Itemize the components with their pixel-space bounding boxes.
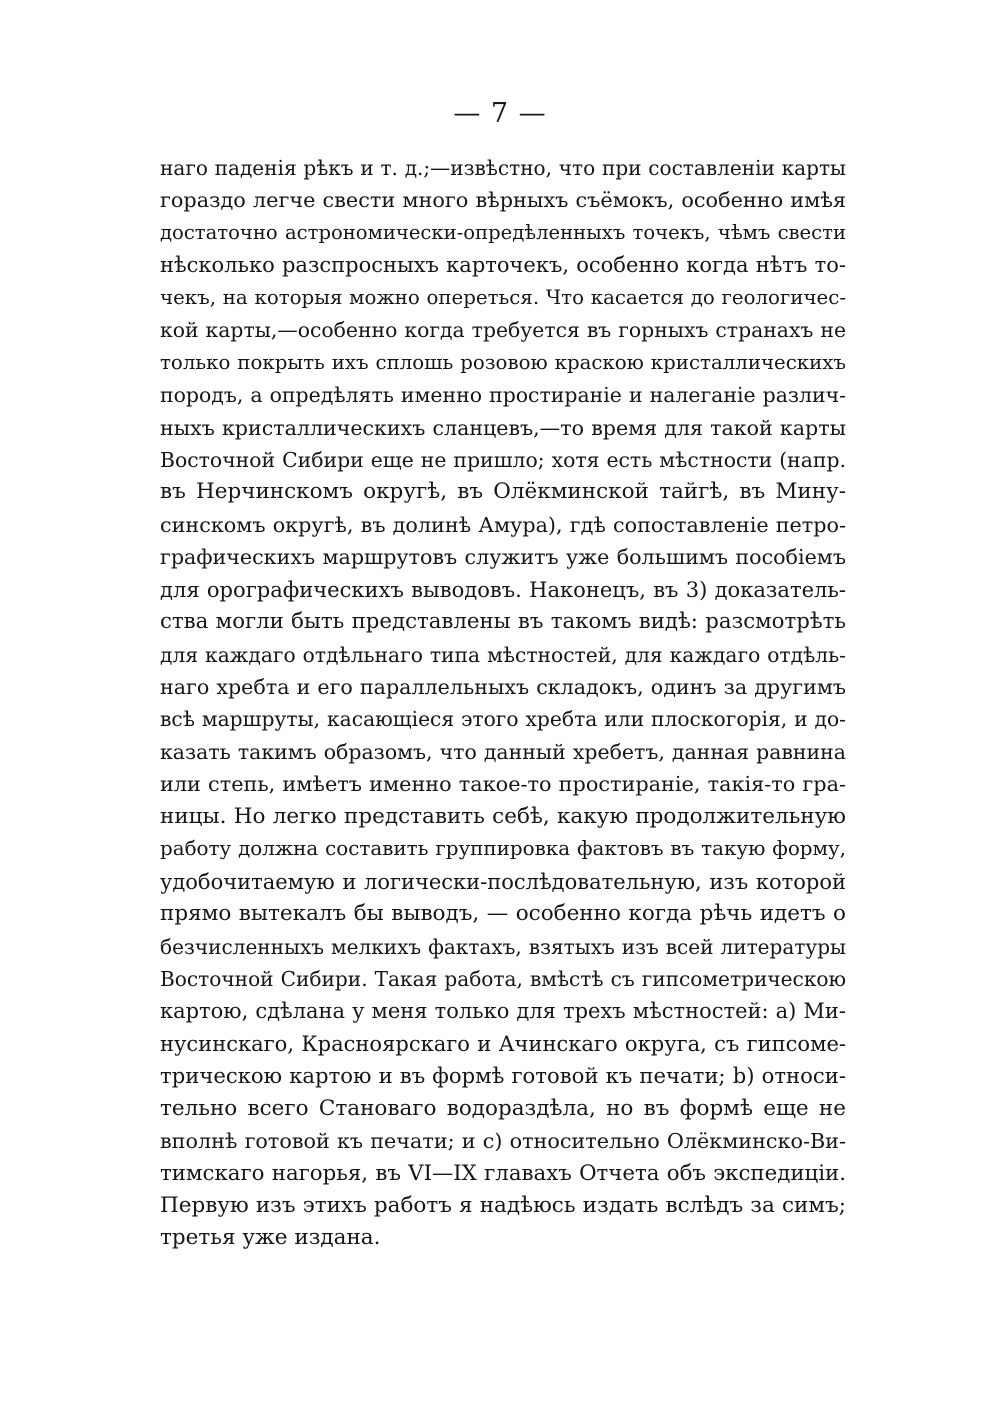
text-line: синскомъ округѣ, въ долинѣ Амура), гдѣ сопоставленіе петро- bbox=[160, 512, 846, 537]
text-line: для каждаго отдѣльнаго типа мѣстностей, для каждаго отдѣль- bbox=[160, 642, 846, 667]
body-text bbox=[160, 152, 846, 1255]
text-line: тельно всего Становаго водораздѣла, но въ формѣ еще не bbox=[160, 1095, 846, 1121]
text-line: вполнѣ готовой къ печати; и c) относительно Олёкминско-Ви- bbox=[160, 1129, 846, 1154]
text-line: наго хребта и его параллельныхъ складокъ, одинъ за другимъ bbox=[160, 675, 846, 699]
text-line: ныхъ кристаллическихъ сланцевъ,—то время для такой карты bbox=[160, 415, 846, 440]
text-line: картою, сдѣлана у меня только для трехъ мѣстностей: a) Ми- bbox=[160, 999, 846, 1024]
text-line: ства могли быть представлены въ такомъ видѣ: разсмотрѣть bbox=[160, 609, 846, 635]
text-line: безчисленныхъ мелкихъ фактахъ, взятыхъ изъ всей литературы bbox=[160, 934, 846, 959]
text-line: только покрыть ихъ сплошь розовою краскою кристаллическихъ bbox=[160, 350, 846, 374]
text-line: прямо вытекалъ бы выводъ, — особенно когда рѣчь идетъ о bbox=[160, 901, 846, 927]
text-line: нѣсколько разспросныхъ карточекъ, особенно когда нѣтъ то- bbox=[160, 253, 846, 278]
text-line: казать такимъ образомъ, что данный хребетъ, данная равнина bbox=[160, 739, 846, 764]
text-line: въ Нерчинскомъ округѣ, въ Олёкминской тайгѣ, въ Мину- bbox=[160, 479, 846, 505]
text-line: или степь, имѣетъ именно такое-то простираніе, такія-то гра- bbox=[160, 772, 846, 797]
text-line: удобочитаемую и логически-послѣдовательную, изъ которой bbox=[160, 868, 846, 894]
text-line: третья уже издана. bbox=[160, 1225, 381, 1251]
text-line: для орографическихъ выводовъ. Наконецъ, въ 3) доказатель- bbox=[160, 576, 846, 602]
text-line: Первую изъ этихъ работъ я надѣюсь издать вслѣдъ за симъ; bbox=[160, 1193, 846, 1218]
text-line: достаточно астрономически-опредѣленныхъ точекъ, чѣмъ свести bbox=[160, 220, 846, 244]
text-line: наго паденія рѣкъ и т. д.;—извѣстно, что при составленіи карты bbox=[160, 156, 846, 180]
text-line: породъ, а опредѣлять именно простираніе и налеганіе различ- bbox=[160, 383, 846, 408]
text-line: работу должна составить группировка фактовъ въ такую форму, bbox=[160, 837, 846, 861]
page-number: — 7 — bbox=[453, 98, 547, 129]
text-line: тимскаго нагорья, въ VI—IX главахъ Отчета объ экспедиціи. bbox=[160, 1160, 846, 1186]
text-line: ницы. Но легко представить себѣ, какую продолжительную bbox=[160, 803, 846, 829]
text-line: графическихъ маршрутовъ служитъ уже большимъ пособіемъ bbox=[160, 545, 846, 570]
text-line: нусинскаго, Красноярскаго и Ачинскаго округа, съ гипсоме- bbox=[160, 1030, 846, 1056]
text-line: Восточной Сибири. Такая работа, вмѣстѣ съ гипсометрическою bbox=[160, 966, 846, 991]
text-line: Восточной Сибири еще не пришло; хотя есть мѣстности (напр. bbox=[160, 447, 846, 472]
text-line: гораздо легче свести много вѣрныхъ съёмокъ, особенно имѣя bbox=[160, 188, 846, 213]
text-line: чекъ, на которыя можно опереться. Что касается до геологичес- bbox=[160, 285, 846, 309]
text-line: всѣ маршруты, касающіеся этого хребта или плоскогорія, и до- bbox=[160, 707, 846, 732]
text-line: кой карты,—особенно когда требуется въ горныхъ странахъ не bbox=[160, 318, 846, 343]
text-line: трическою картою и въ формѣ готовой къ печати; b) относи- bbox=[160, 1063, 846, 1089]
